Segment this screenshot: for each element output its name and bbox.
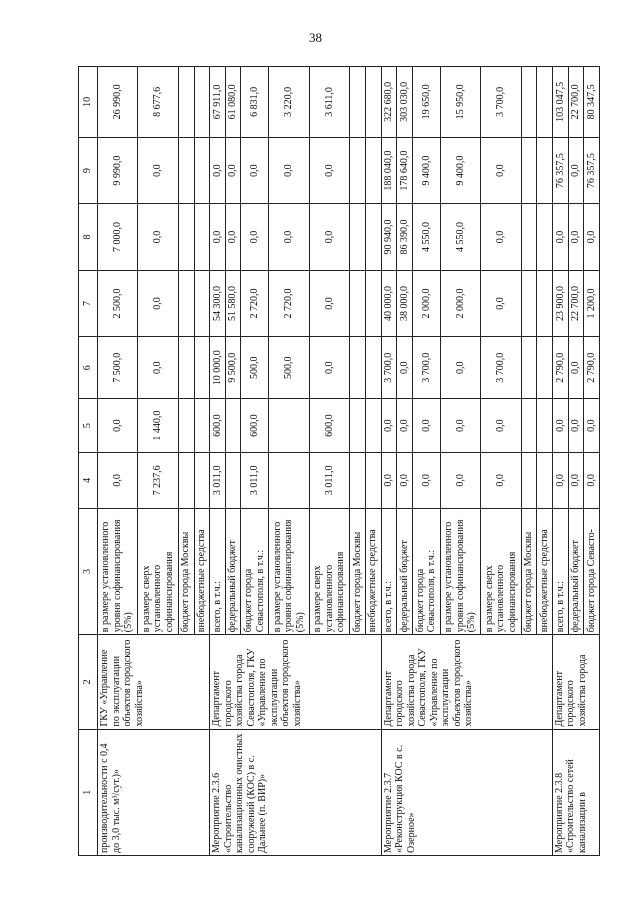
value-cell <box>178 399 194 453</box>
value-cell: 3 011,0 <box>210 452 226 508</box>
value-cell: 2 000,0 <box>440 270 480 336</box>
value-cell: 22 700,0 <box>568 270 584 336</box>
value-cell: 0,0 <box>481 204 521 270</box>
value-cell: 9 500,0 <box>225 337 241 399</box>
value-cell: 0,0 <box>397 399 413 453</box>
value-cell: 0,0 <box>481 270 521 336</box>
page-number: 38 <box>309 30 322 45</box>
table-body <box>79 67 600 856</box>
value-cell <box>521 337 537 399</box>
value-cell: 0,0 <box>584 204 600 270</box>
value-cell: 0,0 <box>552 399 568 453</box>
executor-cell: Департамент городского хозяйства города Севастополя, ГКУ «Управление по эксплуатации объектов городского хозяйства» <box>210 635 381 729</box>
value-cell <box>194 452 210 508</box>
header-cell: 2 <box>79 635 98 729</box>
value-cell <box>194 337 210 399</box>
value-cell: 0,0 <box>269 204 309 270</box>
value-cell: 0,0 <box>309 204 349 270</box>
value-cell <box>350 137 366 203</box>
value-cell: 90 940,0 <box>381 204 397 270</box>
value-cell: 0,0 <box>98 399 138 453</box>
value-cell: 2 500,0 <box>98 270 138 336</box>
value-cell: 0,0 <box>568 452 584 508</box>
value-cell: 0,0 <box>138 270 178 336</box>
total-cell <box>194 67 210 138</box>
value-cell <box>521 452 537 508</box>
value-cell: 0,0 <box>568 337 584 399</box>
value-cell: 54 300,0 <box>210 270 226 336</box>
table-row <box>210 67 226 856</box>
value-cell: 51 580,0 <box>225 270 241 336</box>
value-cell: 3 011,0 <box>309 452 349 508</box>
value-cell <box>194 270 210 336</box>
measure-name-cell: Мероприятие 2.3.7 «Реконструкция КОС в с. Озерное» <box>381 729 552 855</box>
value-cell: 1 440,0 <box>138 399 178 453</box>
value-cell: 0,0 <box>309 137 349 203</box>
table-row <box>98 67 138 856</box>
total-cell: 26 990,0 <box>98 67 138 138</box>
value-cell: 0,0 <box>481 452 521 508</box>
value-cell: 600,0 <box>210 399 226 453</box>
funding-source-cell: бюджет города Севастополя, в т.ч.: <box>412 508 440 634</box>
value-cell: 1 200,0 <box>584 270 600 336</box>
value-cell: 10 000,0 <box>210 337 226 399</box>
value-cell: 23 900,0 <box>552 270 568 336</box>
value-cell <box>537 137 553 203</box>
value-cell: 3 011,0 <box>241 452 269 508</box>
value-cell: 0,0 <box>568 137 584 203</box>
value-cell <box>365 137 381 203</box>
funding-source-cell: бюджет города Москвы <box>521 508 537 634</box>
rotated-table-area <box>78 66 600 856</box>
value-cell: 178 640,0 <box>397 137 413 203</box>
value-cell <box>350 204 366 270</box>
value-cell: 0,0 <box>225 137 241 203</box>
total-cell: 3 220,0 <box>269 67 309 138</box>
value-cell: 7 000,0 <box>98 204 138 270</box>
value-cell <box>178 204 194 270</box>
value-cell: 500,0 <box>269 337 309 399</box>
funding-source-cell: в размере установленного уровня софинансирования (5%) <box>440 508 480 634</box>
funding-source-cell: в размере сверх установленного софинансирования <box>138 508 178 634</box>
funding-source-cell: внебюджетные средства <box>365 508 381 634</box>
value-cell: 600,0 <box>241 399 269 453</box>
total-cell: 61 080,0 <box>225 67 241 138</box>
total-cell: 80 347,5 <box>584 67 600 138</box>
value-cell <box>350 337 366 399</box>
total-cell: 19 650,0 <box>412 67 440 138</box>
value-cell: 3 700,0 <box>381 337 397 399</box>
total-cell: 6 831,0 <box>241 67 269 138</box>
value-cell <box>269 399 309 453</box>
value-cell: 0,0 <box>397 452 413 508</box>
funding-source-cell: в размере сверх установленного софинансирования <box>309 508 349 634</box>
funding-source-cell: бюджет города Москвы <box>350 508 366 634</box>
value-cell: 40 000,0 <box>381 270 397 336</box>
budget-table <box>78 66 600 856</box>
executor-cell: Департамент городского хозяйства города Севастополя, ГКУ «Управление по эксплуатации объектов городского хозяйства» <box>381 635 552 729</box>
value-cell: 0,0 <box>210 137 226 203</box>
total-cell <box>350 67 366 138</box>
value-cell <box>225 452 241 508</box>
value-cell <box>521 270 537 336</box>
header-cell: 5 <box>79 399 98 453</box>
value-cell <box>521 204 537 270</box>
value-cell <box>194 137 210 203</box>
value-cell: 600,0 <box>309 399 349 453</box>
value-cell: 0,0 <box>241 204 269 270</box>
funding-source-cell: бюджет города Севасто- <box>584 508 600 634</box>
total-cell: 67 911,0 <box>210 67 226 138</box>
value-cell: 2 790,0 <box>584 337 600 399</box>
funding-source-cell: федеральный бюджет <box>397 508 413 634</box>
value-cell: 3 700,0 <box>481 337 521 399</box>
header-cell: 7 <box>79 270 98 336</box>
value-cell: 9 990,0 <box>98 137 138 203</box>
value-cell <box>350 452 366 508</box>
measure-name-cell: производительности с 0,4 до 3,0 тыс. м³/сут.)» <box>98 729 210 855</box>
value-cell: 0,0 <box>381 399 397 453</box>
total-cell <box>178 67 194 138</box>
value-cell <box>178 337 194 399</box>
value-cell: 4 550,0 <box>440 204 480 270</box>
value-cell: 0,0 <box>481 399 521 453</box>
value-cell: 2 000,0 <box>412 270 440 336</box>
executor-cell: Департамент городского хозяйства города <box>552 635 599 729</box>
funding-source-cell: федеральный бюджет <box>568 508 584 634</box>
total-cell: 322 680,0 <box>381 67 397 138</box>
total-cell <box>365 67 381 138</box>
value-cell: 0,0 <box>138 137 178 203</box>
header-cell: 3 <box>79 508 98 634</box>
header-cell: 6 <box>79 337 98 399</box>
funding-source-cell: всего, в т.ч.: <box>210 508 226 634</box>
value-cell <box>365 452 381 508</box>
value-cell: 38 000,0 <box>397 270 413 336</box>
value-cell <box>537 270 553 336</box>
value-cell <box>537 204 553 270</box>
value-cell: 0,0 <box>138 204 178 270</box>
value-cell: 0,0 <box>309 337 349 399</box>
rotated-table-content <box>78 66 600 856</box>
value-cell <box>178 137 194 203</box>
value-cell: 2 720,0 <box>269 270 309 336</box>
value-cell <box>194 204 210 270</box>
funding-source-cell: внебюджетные средства <box>537 508 553 634</box>
total-cell: 3 700,0 <box>481 67 521 138</box>
measure-name-cell: Мероприятие 2.3.8 «Строительство сетей канализации в <box>552 729 599 855</box>
funding-source-cell: в размере установленного уровня софинансирования (5%) <box>98 508 138 634</box>
header-cell: 8 <box>79 204 98 270</box>
total-cell <box>521 67 537 138</box>
value-cell: 188 040,0 <box>381 137 397 203</box>
total-cell: 303 030,0 <box>397 67 413 138</box>
funding-source-cell: внебюджетные средства <box>194 508 210 634</box>
executor-cell: ГКУ «Управление по эксплуатации объектов городского хозяйства» <box>98 635 210 729</box>
value-cell <box>537 452 553 508</box>
header-cell: 10 <box>79 67 98 138</box>
funding-source-cell: всего, в т.ч.: <box>381 508 397 634</box>
value-cell: 9 400,0 <box>412 137 440 203</box>
value-cell <box>365 270 381 336</box>
value-cell <box>178 270 194 336</box>
value-cell <box>269 452 309 508</box>
measure-name-cell: Мероприятие 2.3.6 «Строительство канализационных очистных сооружений (КОС) в с. Дальнее (п. ВИР)» <box>210 729 381 855</box>
value-cell: 7 500,0 <box>98 337 138 399</box>
value-cell: 76 357,5 <box>552 137 568 203</box>
funding-source-cell: в размере сверх установленного софинансирования <box>481 508 521 634</box>
total-cell: 22 700,0 <box>568 67 584 138</box>
value-cell <box>537 337 553 399</box>
total-cell: 3 611,0 <box>309 67 349 138</box>
funding-source-cell: бюджет города Москвы <box>178 508 194 634</box>
value-cell: 3 700,0 <box>412 337 440 399</box>
value-cell <box>365 399 381 453</box>
total-cell: 8 677,6 <box>138 67 178 138</box>
funding-source-cell: федеральный бюджет <box>225 508 241 634</box>
value-cell: 4 550,0 <box>412 204 440 270</box>
header-cell: 4 <box>79 452 98 508</box>
funding-source-cell: бюджет города Севастополя, в т.ч.: <box>241 508 269 634</box>
value-cell: 0,0 <box>568 399 584 453</box>
value-cell <box>225 399 241 453</box>
value-cell: 0,0 <box>138 337 178 399</box>
value-cell <box>350 270 366 336</box>
value-cell: 0,0 <box>584 399 600 453</box>
value-cell: 0,0 <box>397 337 413 399</box>
value-cell <box>521 137 537 203</box>
header-cell: 1 <box>79 729 98 855</box>
value-cell: 0,0 <box>481 137 521 203</box>
value-cell: 0,0 <box>440 337 480 399</box>
value-cell: 0,0 <box>225 204 241 270</box>
total-cell: 15 950,0 <box>440 67 480 138</box>
value-cell: 0,0 <box>210 204 226 270</box>
value-cell <box>537 399 553 453</box>
value-cell: 86 390,0 <box>397 204 413 270</box>
value-cell: 0,0 <box>269 137 309 203</box>
value-cell: 500,0 <box>241 337 269 399</box>
value-cell: 2 790,0 <box>552 337 568 399</box>
value-cell: 0,0 <box>309 270 349 336</box>
value-cell <box>521 399 537 453</box>
value-cell: 0,0 <box>568 204 584 270</box>
value-cell: 7 237,6 <box>138 452 178 508</box>
value-cell: 0,0 <box>552 452 568 508</box>
value-cell: 76 357,5 <box>584 137 600 203</box>
funding-source-cell: в размере установленного уровня софинансирования (5%) <box>269 508 309 634</box>
value-cell <box>365 204 381 270</box>
header-cell: 9 <box>79 137 98 203</box>
value-cell: 0,0 <box>412 399 440 453</box>
table-row <box>552 67 568 856</box>
header-row <box>79 67 98 856</box>
value-cell: 0,0 <box>440 452 480 508</box>
total-cell <box>537 67 553 138</box>
value-cell <box>365 337 381 399</box>
value-cell: 0,0 <box>412 452 440 508</box>
value-cell: 9 400,0 <box>440 137 480 203</box>
funding-source-cell: всего, в т.ч.: <box>552 508 568 634</box>
value-cell: 0,0 <box>241 137 269 203</box>
value-cell: 0,0 <box>552 204 568 270</box>
value-cell <box>194 399 210 453</box>
value-cell: 0,0 <box>440 399 480 453</box>
value-cell: 0,0 <box>98 452 138 508</box>
value-cell <box>178 452 194 508</box>
value-cell: 0,0 <box>584 452 600 508</box>
value-cell: 0,0 <box>381 452 397 508</box>
table-row <box>381 67 397 856</box>
value-cell: 2 720,0 <box>241 270 269 336</box>
value-cell <box>350 399 366 453</box>
total-cell: 103 047,5 <box>552 67 568 138</box>
